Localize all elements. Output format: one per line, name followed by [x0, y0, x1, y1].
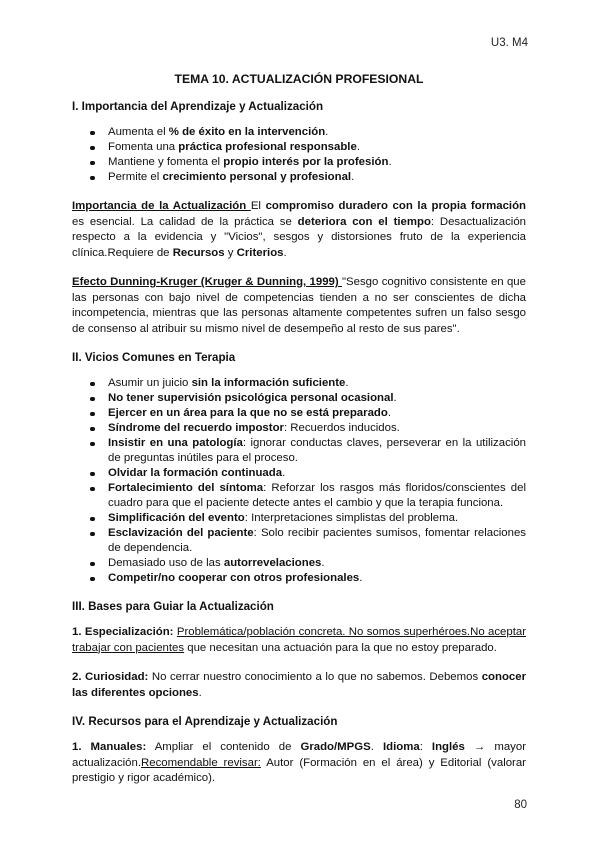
- list-item: Mantiene y fomenta el propio interés por la profesión.: [108, 155, 526, 170]
- section-heading-resources: IV. Recursos para el Aprendizaje y Actualización: [72, 715, 338, 728]
- list-item: Demasiado uso de las autorrevelaciones.: [108, 556, 526, 571]
- page-title: TEMA 10. ACTUALIZACIÓN PROFESIONAL: [174, 72, 424, 86]
- list-item: Síndrome del recuerdo impostor: Recuerdos inducidos.: [108, 421, 526, 436]
- importance-list: [72, 125, 526, 185]
- section-heading-importance: I. Importancia del Aprendizaje y Actualización: [72, 100, 324, 113]
- list-item: Fomenta una práctica profesional responsable.: [108, 140, 526, 155]
- list-item: Simplificación del evento: Interpretaciones simplistas del problema.: [108, 511, 526, 526]
- curiosity-paragraph: 2. Curiosidad: No cerrar nuestro conocimiento a lo que no sabemos. Debemos conocer las diferentes opciones.: [72, 671, 526, 699]
- list-item: Fortalecimiento del síntoma: Reforzar los rasgos más floridos/conscientes del cuadro para que el paciente detecte antes el cambio y que la terapia funciona.: [108, 482, 526, 509]
- page-number: 80: [514, 799, 527, 811]
- list-item: Competir/no cooperar con otros profesionales.: [108, 571, 526, 586]
- importance-paragraph: Importancia de la Actualización El compromiso duradero con la propia formación es esencial. La calidad de la práctica se deteriora con el tiempo: Desactualización respecto a la evidencia y "Vicios", sesgos y distorsiones fruto de la experiencia clínica.Requiere de Recursos y Criterios.: [72, 200, 526, 259]
- list-item: Esclavización del paciente: Solo recibir pacientes sumisos, fomentar relaciones de dependencia.: [108, 527, 526, 554]
- list-item: Olvidar la formación continuada.: [108, 466, 526, 481]
- list-item: Asumir un juicio sin la información suficiente.: [108, 376, 526, 391]
- page-code: U3. M4: [490, 37, 528, 49]
- list-item: Aumenta el % de éxito en la intervención.: [108, 125, 526, 140]
- vices-list: [72, 376, 526, 586]
- section-heading-bases: III. Bases para Guiar la Actualización: [72, 600, 274, 613]
- list-item: Ejercer en un área para la que no se está preparado.: [108, 406, 526, 421]
- document-body: [72, 70, 526, 801]
- list-item: Permite el crecimiento personal y profesional.: [108, 170, 526, 185]
- section-heading-vices: II. Vicios Comunes en Terapia: [72, 351, 236, 364]
- list-item: No tener supervisión psicológica personal ocasional.: [108, 391, 526, 406]
- manuals-paragraph: 1. Manuales: Ampliar el contenido de Grado/MPGS. Idioma: Inglés → mayor actualización.Recomendable revisar: Autor (Formación en el área) y Editorial (valorar prestigio y rigor académico).: [72, 741, 526, 784]
- list-item: Insistir en una patología: ignorar conductas claves, perseverar en la utilización de preguntas inútiles para el proceso.: [108, 437, 526, 464]
- specialization-paragraph: 1. Especialización: Problemática/población concreta. No somos superhéroes.No aceptar trabajar con pacientes que necesitan una actuación para la que no estoy preparado.: [72, 626, 527, 654]
- dunning-kruger-paragraph: Efecto Dunning-Kruger (Kruger & Dunning, 1999) "Sesgo cognitivo consistente en que las personas con bajo nivel de competencias tienden a no ser conscientes de dicha incompetencia, mientras que las personas altamente competentes sufren un falso sesgo de consenso al atribuir su mismo nivel de desempeño al resto de sus pares".: [72, 276, 526, 335]
